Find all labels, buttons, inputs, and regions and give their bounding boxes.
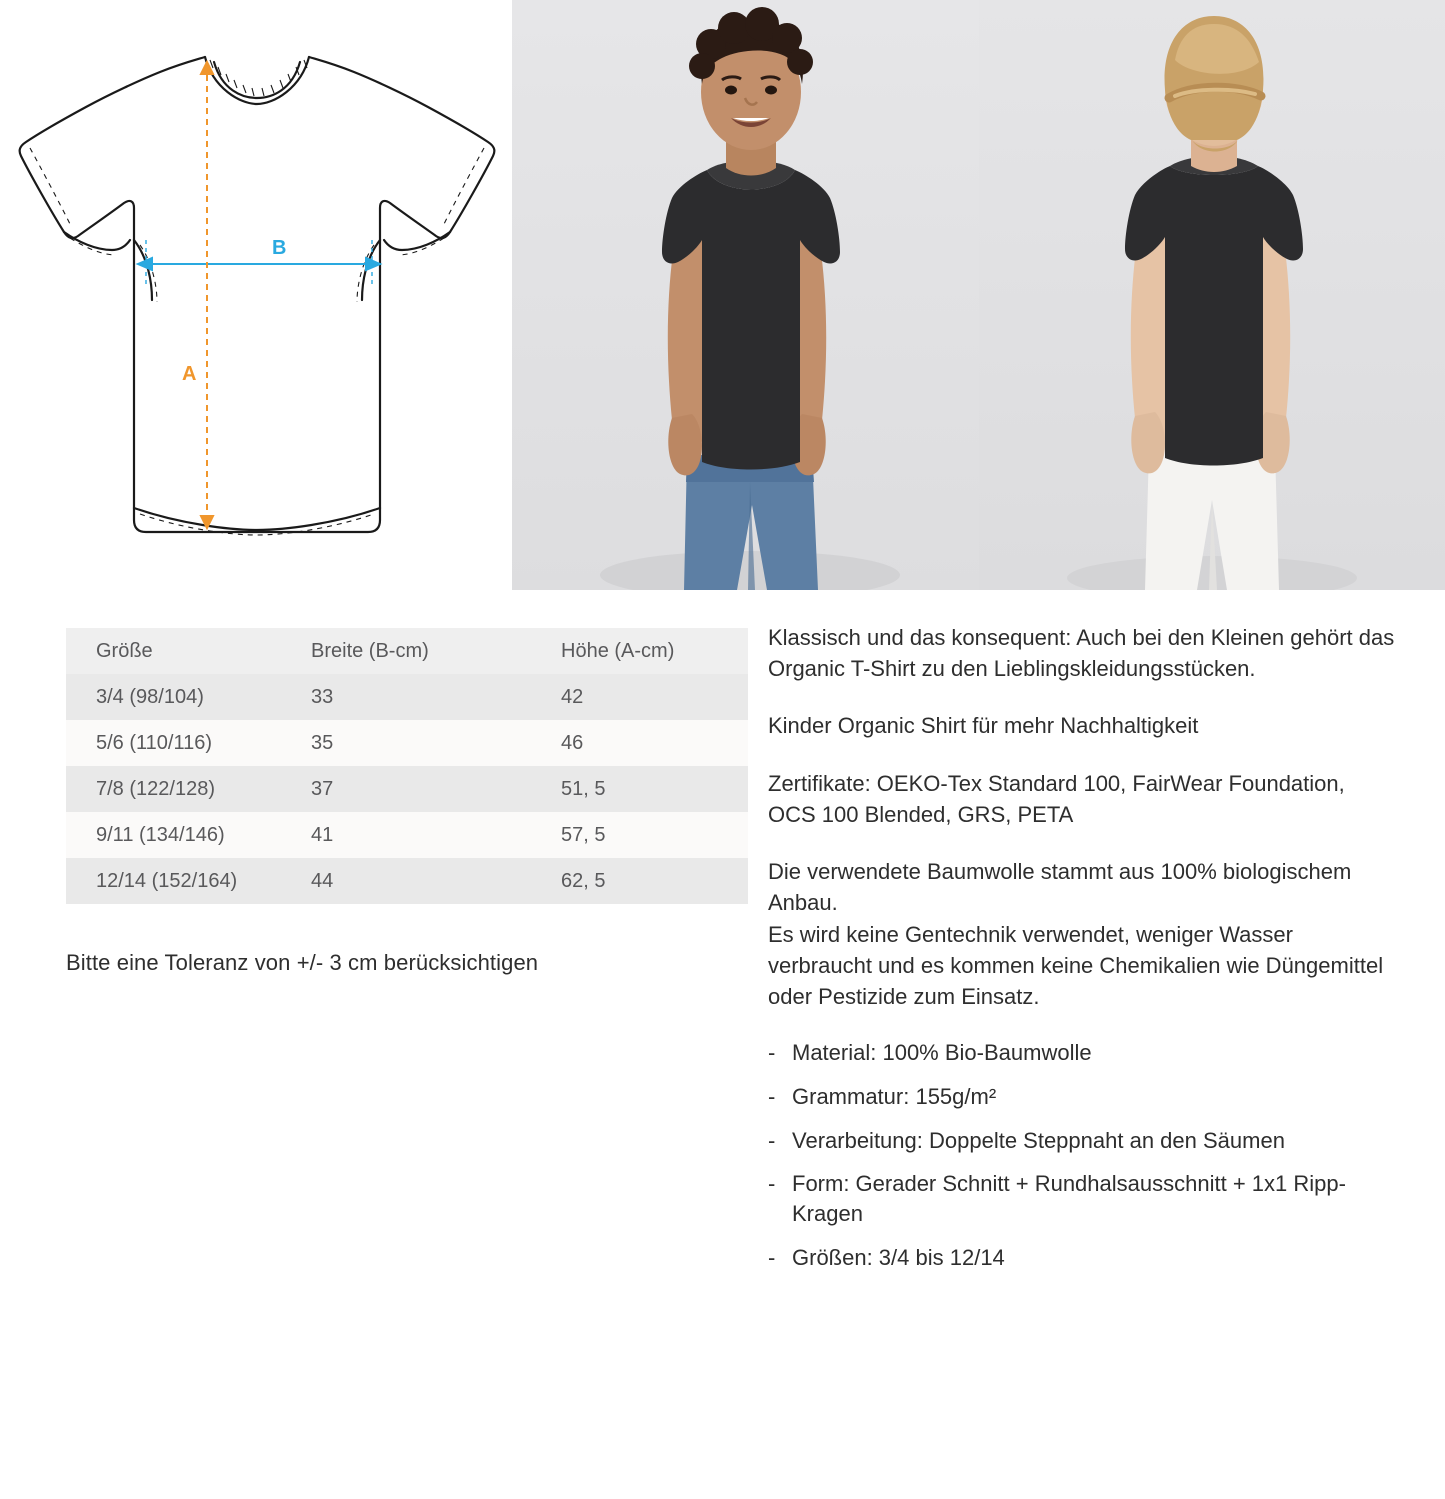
cell-height: 51, 5 [561, 778, 606, 800]
cell-size: 12/14 (152/164) [96, 870, 238, 892]
cell-height: 57, 5 [561, 824, 606, 846]
product-images-row [0, 0, 1445, 590]
description-intro: Klassisch und das konsequent: Auch bei den Kleinen gehört das Organic T-Shirt zu den Lieblingskleidungsstücken. [768, 625, 1395, 682]
spec-processing: Verarbeitung: Doppelte Steppnaht an den Säumen [792, 1127, 1285, 1153]
cell-height: 62, 5 [561, 870, 606, 892]
spec-sizes: Größen: 3/4 bis 12/14 [792, 1244, 1005, 1270]
header-width: Breite (B-cm) [311, 640, 429, 662]
cell-size: 3/4 (98/104) [96, 686, 204, 708]
header-size: Größe [96, 640, 153, 662]
svg-text:B: B [272, 237, 287, 259]
description-tagline: Kinder Organic Shirt für mehr Nachhaltigkeit [768, 713, 1199, 739]
bullet-dash: - [768, 1244, 776, 1270]
tshirt-measurement-diagram [0, 0, 512, 590]
description-cotton-2: Es wird keine Gentechnik verwendet, weniger Wasser verbraucht und es kommen keine Chemikalien wie Düngemittel oder Pestizide zum Einsatz. [768, 921, 1384, 1010]
cell-width: 44 [311, 870, 334, 892]
description-cotton-1: Die verwendete Baumwolle stammt aus 100% biologischem Anbau. [768, 859, 1352, 916]
cell-size: 9/11 (134/146) [96, 824, 225, 846]
table-row [66, 812, 748, 858]
bullet-dash: - [768, 1171, 776, 1197]
bullet-dash: - [768, 1127, 776, 1153]
table-row [66, 720, 748, 766]
spec-weight: Grammatur: 155g/m² [792, 1084, 997, 1110]
spec-shape: Form: Gerader Schnitt + Rundhalsausschnitt + 1x1 Ripp-Kragen [792, 1171, 1346, 1227]
svg-text:A: A [182, 363, 197, 385]
cell-width: 35 [311, 732, 334, 754]
bullet-dash: - [768, 1084, 776, 1110]
table-row [66, 858, 748, 904]
cell-width: 41 [311, 824, 334, 846]
model-back-photo [979, 0, 1445, 590]
list-item [768, 1169, 1398, 1228]
cell-width: 33 [311, 686, 334, 708]
cell-size: 5/6 (110/116) [96, 732, 213, 754]
spec-material: Material: 100% Bio-Baumwolle [792, 1040, 1092, 1066]
list-item [768, 1038, 1398, 1068]
table-row [66, 766, 748, 812]
header-height: Höhe (A-cm) [561, 640, 675, 662]
table-header-row [66, 628, 748, 674]
list-item [768, 1082, 1398, 1112]
tolerance-note: Bitte eine Toleranz von +/- 3 cm berücksichtigen [66, 950, 539, 975]
cell-height: 42 [561, 686, 584, 708]
list-item [768, 1243, 1398, 1273]
cell-width: 37 [311, 778, 334, 800]
model-front-photo [512, 0, 979, 590]
size-chart-table [66, 628, 748, 904]
table-row [66, 674, 748, 720]
description-certificates: Zertifikate: OEKO-Tex Standard 100, FairWear Foundation, OCS 100 Blended, GRS, PETA [768, 770, 1345, 827]
spec-list [768, 1038, 1398, 1272]
cell-size: 7/8 (122/128) [96, 778, 215, 800]
product-description [768, 622, 1398, 1286]
bullet-dash: - [768, 1040, 776, 1066]
cell-height: 46 [561, 732, 584, 754]
list-item [768, 1126, 1398, 1156]
